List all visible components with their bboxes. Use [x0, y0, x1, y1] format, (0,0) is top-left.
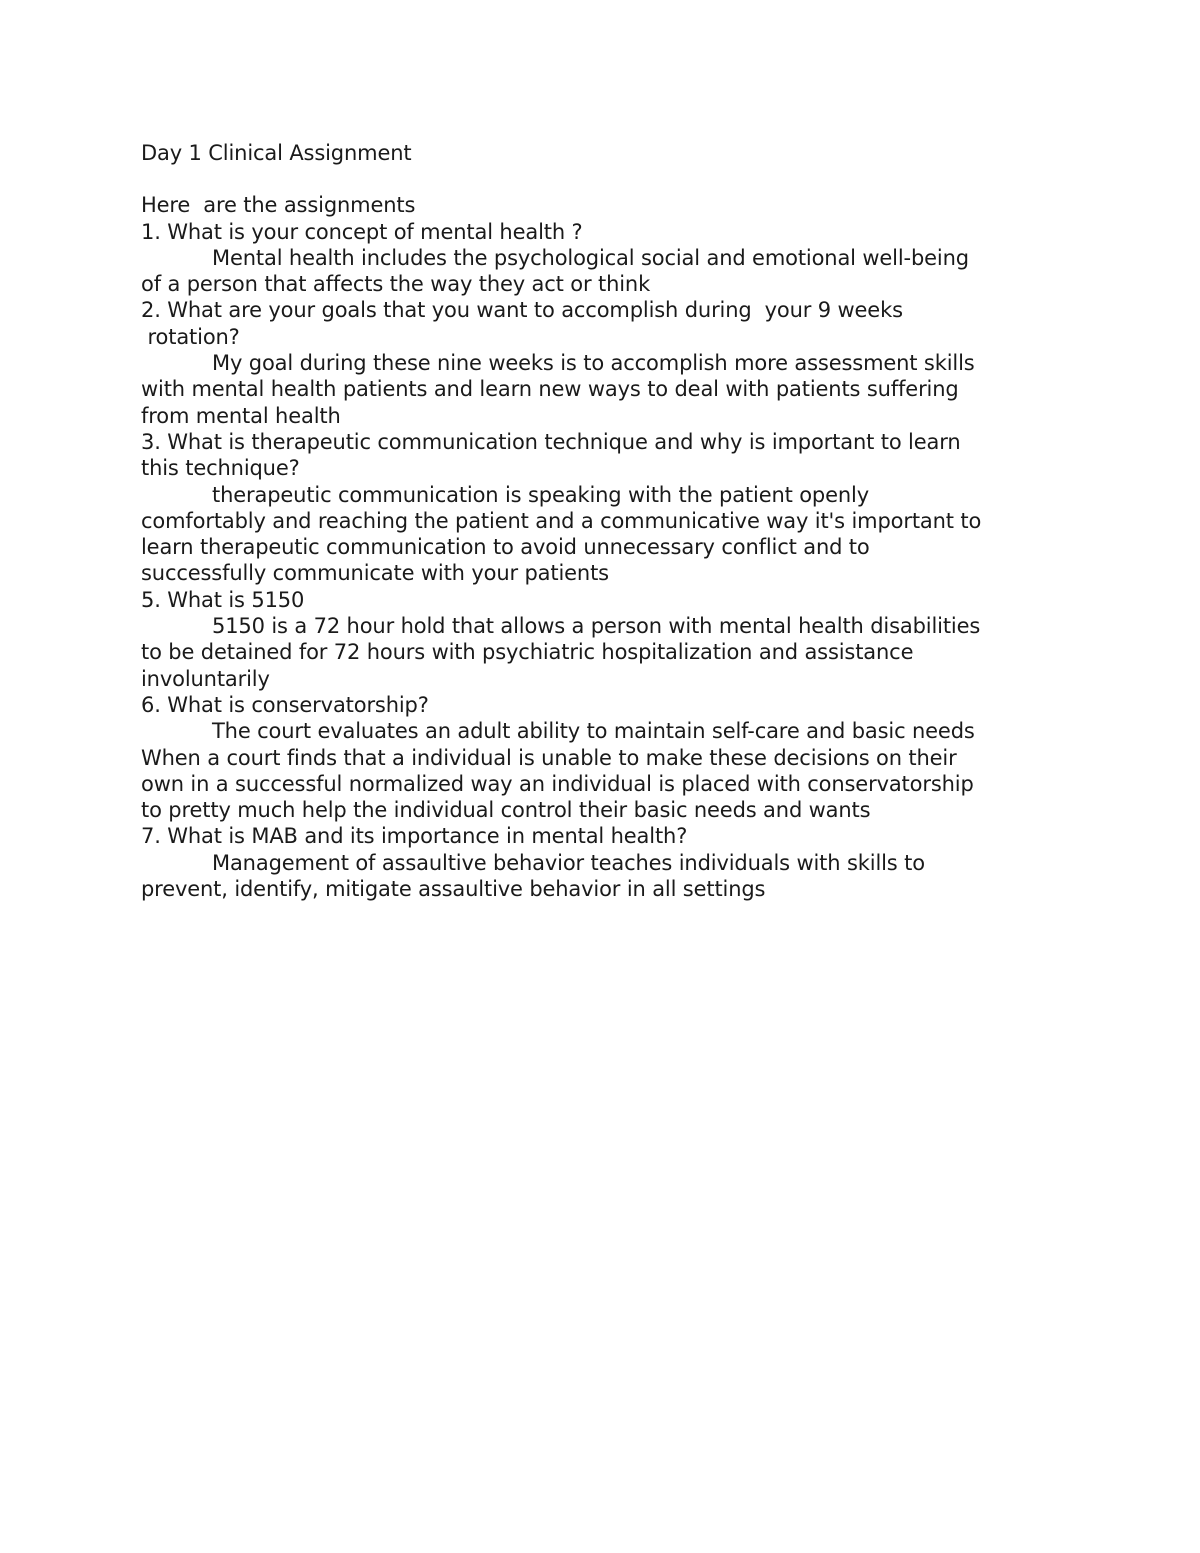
text-line: to pretty much help the individual control their basic needs and wants [141, 798, 871, 823]
document-body [141, 219, 1071, 903]
text-line: comfortably and reaching the patient and a communicative way it's important to [141, 508, 982, 533]
text-line: involuntarily [141, 666, 270, 691]
text-line: When a court finds that a individual is unable to make these decisions on their [141, 745, 957, 770]
text-line: rotation? [141, 324, 240, 349]
text-line: 3. What is therapeutic communication technique and why is important to learn [141, 429, 961, 454]
text-line: prevent, identify, mitigate assaultive behavior in all settings [141, 877, 766, 902]
text-line: this technique? [141, 456, 300, 481]
text-line: 2. What are your goals that you want to accomplish during your 9 weeks [141, 298, 903, 323]
text-line: own in a successful normalized way an individual is placed with conservatorship [141, 771, 974, 796]
answer-line: Management of assaultive behavior teaches individuals with skills to [212, 850, 925, 875]
answer-line: My goal during these nine weeks is to accomplish more assessment skills [212, 351, 975, 376]
text-line: with mental health patients and learn new ways to deal with patients suffering [141, 377, 959, 402]
text-line: 5. What is 5150 [141, 587, 305, 612]
document-title: Day 1 Clinical Assignment [141, 141, 412, 165]
text-line: 1. What is your concept of mental health ? [141, 219, 583, 244]
document-intro: Here are the assignments [141, 193, 416, 218]
document-page [141, 140, 1071, 902]
answer-line: The court evaluates an adult ability to maintain self-care and basic needs [212, 719, 975, 744]
text-line: learn therapeutic communication to avoid unnecessary conflict and to [141, 535, 870, 560]
text-line: from mental health [141, 403, 341, 428]
text-line: successfully communicate with your patients [141, 561, 609, 586]
text-line: 7. What is MAB and its importance in mental health? [141, 824, 688, 849]
answer-line: 5150 is a 72 hour hold that allows a person with mental health disabilities [212, 614, 981, 639]
answer-line: therapeutic communication is speaking with the patient openly [212, 482, 870, 507]
answer-line: Mental health includes the psychological social and emotional well-being [212, 245, 969, 270]
text-line: 6. What is conservatorship? [141, 692, 429, 717]
text-line: to be detained for 72 hours with psychiatric hospitalization and assistance [141, 640, 914, 665]
text-line: of a person that affects the way they act or think [141, 272, 651, 297]
